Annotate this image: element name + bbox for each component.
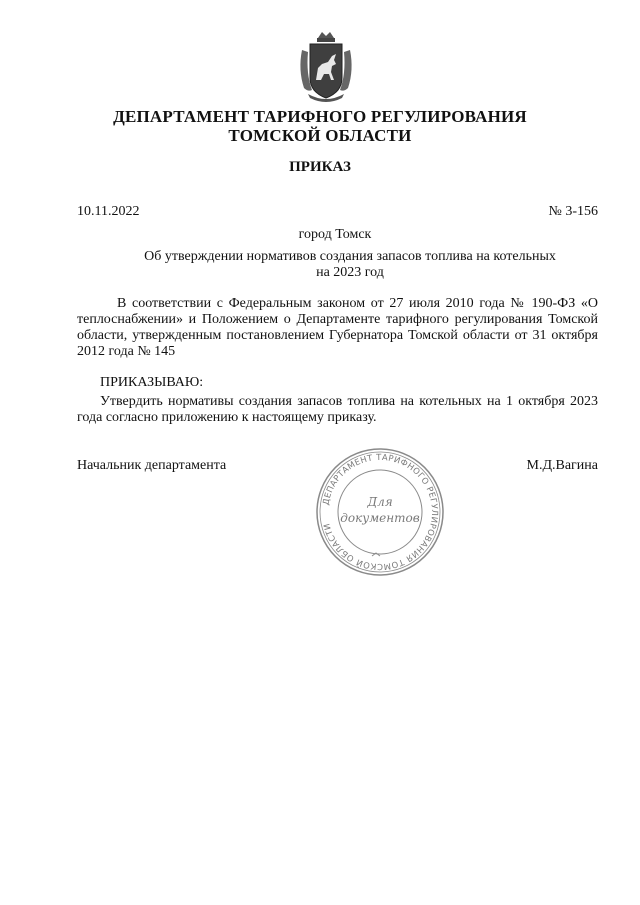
coat-of-arms-icon bbox=[298, 30, 354, 102]
department-title-line2: ТОМСКОЙ ОБЛАСТИ bbox=[228, 126, 412, 145]
order-date: 10.11.2022 bbox=[77, 204, 140, 219]
official-stamp bbox=[314, 446, 446, 578]
preamble-paragraph: В соответствии с Федеральным законом от 27 июля 2010 года № 190-ФЗ «О теплоснабжении» и Положением о Департаменте тарифного регулирования Томской области, утвержденным постановлением Губернатора Томской области от 31 октября 2012 года № 145 bbox=[77, 296, 598, 359]
stamp-ring-textpath: ДЕПАРТАМЕНТ ТАРИФНОГО РЕГУЛИРОВАНИЯ ТОМСКОЙ ОБЛАСТИ bbox=[320, 451, 441, 573]
order-city: город Томск bbox=[298, 227, 372, 242]
order-directive-text: Утвердить нормативы создания запасов топлива на котельных на 1 октября 2023 года согласно приложению к настоящему приказу. bbox=[77, 394, 598, 425]
stamp-center-line1: Для bbox=[367, 495, 393, 509]
department-title-line1: ДЕПАРТАМЕНТ ТАРИФНОГО РЕГУЛИРОВАНИЯ bbox=[113, 107, 527, 126]
order-title: ПРИКАЗ bbox=[289, 159, 351, 175]
signatory-name: М.Д.Вагина bbox=[526, 458, 598, 473]
order-directive-word: ПРИКАЗЫВАЮ: bbox=[100, 375, 204, 390]
order-subject: Об утверждении нормативов создания запасов топлива на котельных на 2023 год bbox=[144, 249, 556, 280]
order-number: № 3-156 bbox=[548, 204, 598, 219]
signatory-position: Начальник департамента bbox=[77, 458, 227, 473]
stamp-center-line2: документов bbox=[340, 511, 420, 525]
